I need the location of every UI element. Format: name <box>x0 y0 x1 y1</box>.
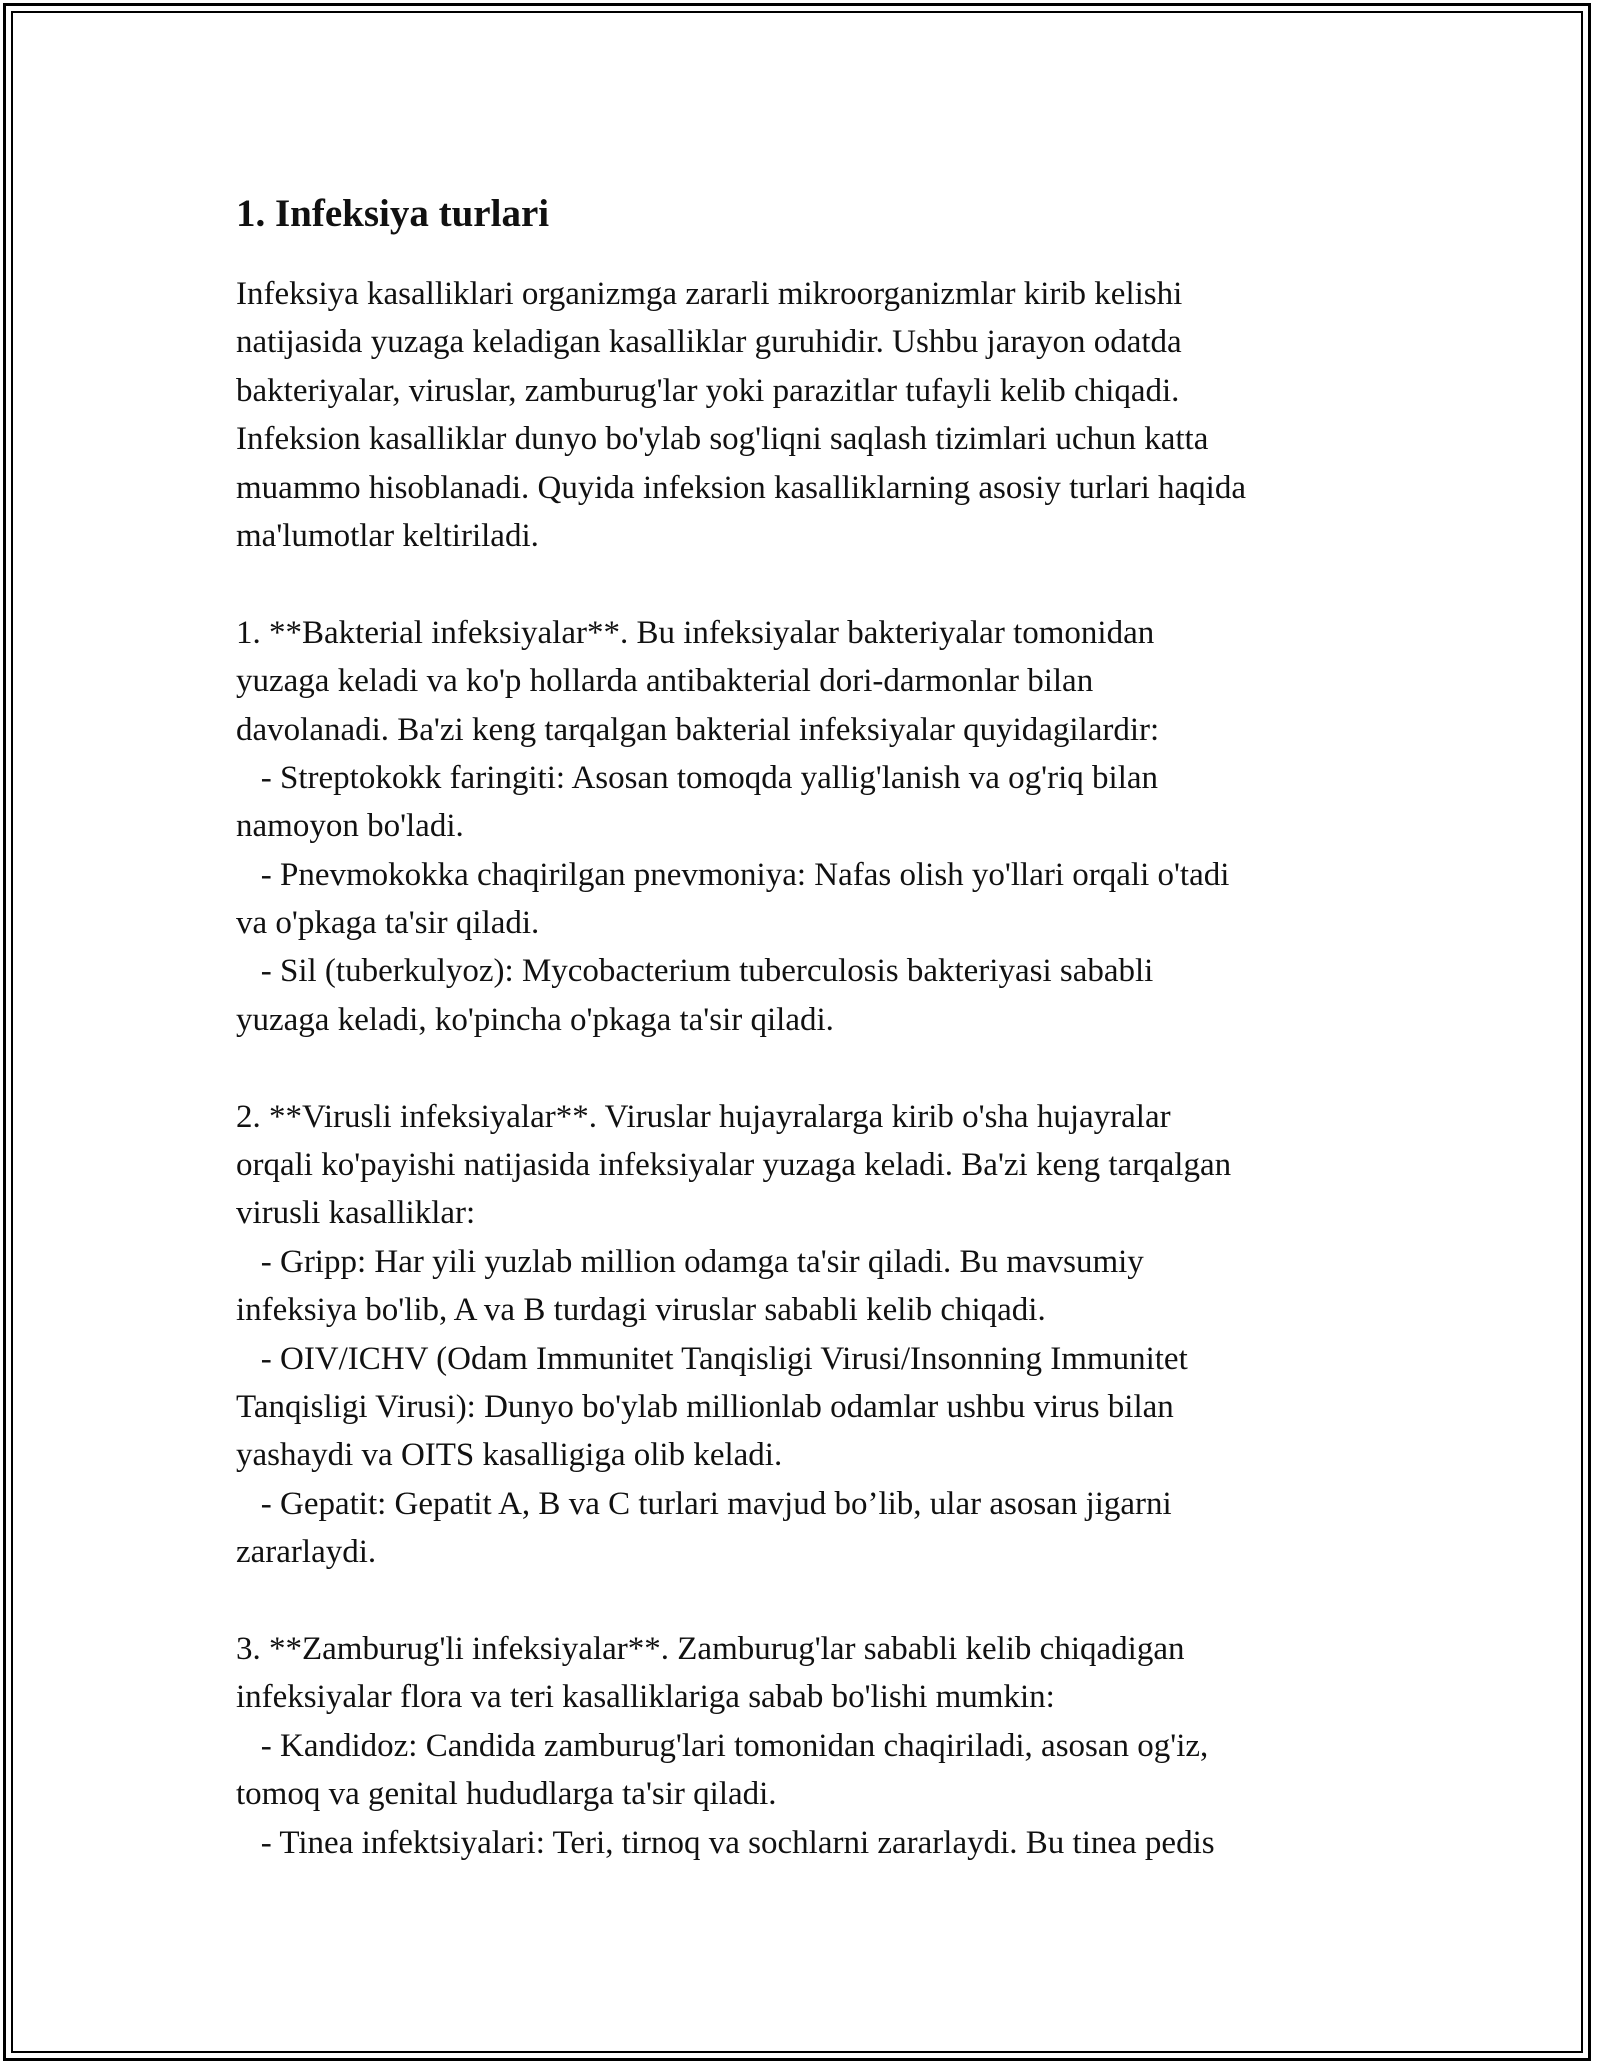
text-line: natijasida yuzaga keladigan kasalliklar guruhidir. Ushbu jarayon odatda <box>236 324 1182 361</box>
text-line: yuzaga keladi va ko'p hollarda antibakterial dori-darmonlar bilan <box>236 663 1094 700</box>
text-line: tomoq va genital hududlarga ta'sir qiladi. <box>236 1776 777 1813</box>
text-line: Infeksion kasalliklar dunyo bo'ylab sog'liqni saqlash tizimlari uchun katta <box>236 421 1209 458</box>
blank-line <box>236 1044 1364 1092</box>
text-line: zararlaydi. <box>236 1534 377 1571</box>
text-line: yashaydi va OITS kasalligiga olib keladi. <box>236 1437 783 1474</box>
text-line: infeksiya bo'lib, A va B turdagi viruslar sababli kelib chiqadi. <box>236 1292 1046 1329</box>
text-line: - Kandidoz: Candida zamburug'lari tomonidan chaqiriladi, asosan og'iz, <box>236 1727 1209 1764</box>
text-line: bakteriyalar, viruslar, zamburug'lar yoki parazitlar tufayli kelib chiqadi. <box>236 372 1180 409</box>
text-line: - OIV/ICHV (Odam Immunitet Tanqisligi Virusi/Insonning Immunitet <box>236 1340 1188 1377</box>
document-body <box>236 186 1364 1867</box>
text-line: - Gepatit: Gepatit A, B va C turlari mavjud bo’lib, ular asosan jigarni <box>236 1485 1172 1522</box>
text-line: va o'pkaga ta'sir qiladi. <box>236 905 540 942</box>
text-line: - Pnevmokokka chaqirilgan pnevmoniya: Nafas olish yo'llari orqali o'tadi <box>236 856 1230 893</box>
text-line: 2. **Virusli infeksiyalar**. Viruslar hujayralarga kirib o'sha hujayralar <box>236 1098 1171 1135</box>
text-line: yuzaga keladi, ko'pincha o'pkaga ta'sir qiladi. <box>236 1001 834 1038</box>
text-line: 3. **Zamburug'li infeksiyalar**. Zamburug'lar sababli kelib chiqadigan <box>236 1630 1185 1667</box>
text-line: namoyon bo'ladi. <box>236 808 464 845</box>
text-line: muammo hisoblanadi. Quyida infeksion kasalliklarning asosiy turlari haqida <box>236 469 1246 506</box>
text-line: orqali ko'payishi natijasida infeksiyalar yuzaga keladi. Ba'zi keng tarqalgan <box>236 1147 1232 1184</box>
text-line: infeksiyalar flora va teri kasalliklariga sabab bo'lishi mumkin: <box>236 1679 1055 1716</box>
text-line: davolanadi. Ba'zi keng tarqalgan bakterial infeksiyalar quyidagilardir: <box>236 711 1160 748</box>
body-text <box>236 270 1364 1867</box>
text-line: - Gripp: Har yili yuzlab million odamga ta'sir qiladi. Bu mavsumiy <box>236 1243 1144 1280</box>
text-line: ma'lumotlar keltiriladi. <box>236 517 539 554</box>
text-line: Infeksiya kasalliklari organizmga zararli mikroorganizmlar kirib kelishi <box>236 276 1183 312</box>
page-title: 1. Infeksiya turlari <box>236 192 550 235</box>
blank-line <box>236 1577 1364 1625</box>
blank-line <box>236 560 1364 608</box>
text-line: - Sil (tuberkulyoz): Mycobacterium tuberculosis bakteriyasi sababli <box>236 953 1154 990</box>
text-line: - Streptokokk faringiti: Asosan tomoqda yallig'lanish va og'riq bilan <box>236 759 1159 796</box>
text-line: virusli kasalliklar: <box>236 1195 476 1232</box>
text-line: - Tinea infektsiyalari: Teri, tirnoq va sochlarni zararlaydi. Bu tinea pedis <box>236 1824 1215 1861</box>
text-line: Tanqisligi Virusi): Dunyo bo'ylab millionlab odamlar ushbu virus bilan <box>236 1388 1174 1425</box>
text-line: 1. **Bakterial infeksiyalar**. Bu infeksiyalar bakteriyalar tomonidan <box>236 614 1155 651</box>
title-spacer <box>236 242 1364 270</box>
